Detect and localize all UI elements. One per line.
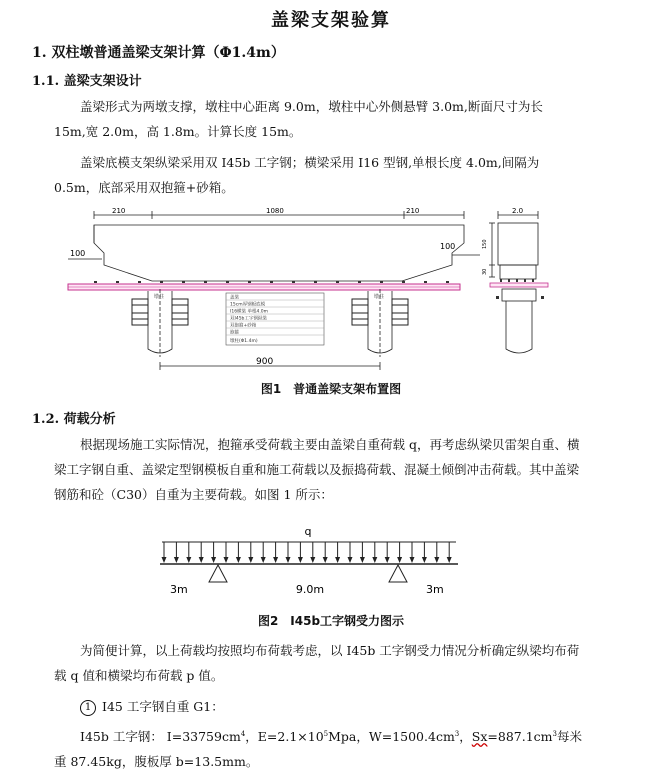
span-right-label: 3m xyxy=(426,583,444,596)
spellcheck-underlined-word: Sx xyxy=(471,729,488,745)
section-heading-1: 1. 双柱墩普通盖梁支架计算（Φ1.4m） xyxy=(32,45,285,61)
load-arrow-head xyxy=(286,557,291,563)
paragraph-design-1: 盖梁形式为两墩支撑，墩柱中心距离 9.0m，墩柱中心外侧悬臂 3.0m,断面尺寸为长 15m,宽 2.0m，高 1.8m。计算长度 15m。 xyxy=(54,99,543,139)
column-label-right: 墩柱 xyxy=(374,294,385,300)
load-arrow-head xyxy=(434,557,439,563)
support-right xyxy=(389,565,407,582)
legend-line: 15cm厚钢板底模 xyxy=(230,302,266,308)
dim-overhang-left: 100 xyxy=(70,249,86,258)
load-arrow-head xyxy=(186,557,191,563)
load-arrow-head xyxy=(335,557,340,563)
load-arrow-head xyxy=(410,557,415,563)
legend-line: 墩柱(Φ1.4m) xyxy=(230,339,258,344)
legend-line: 抱箍 xyxy=(230,330,239,336)
superscript: 4 xyxy=(240,730,246,738)
legend-line: I16横梁 单根4.0m xyxy=(230,309,269,315)
load-arrow-head xyxy=(310,557,315,563)
item-1-text: I45 工字钢自重 G1： xyxy=(102,699,224,714)
side-h2: 30 xyxy=(482,268,488,275)
dim-right: 210 xyxy=(406,207,420,215)
load-label: q xyxy=(304,525,312,538)
legend-line: 盖梁 xyxy=(230,295,239,301)
load-arrow-head xyxy=(224,557,229,563)
paragraph-design-2: 盖梁底模支架纵梁采用双 I45b 工字钢；横梁采用 I16 型钢,单根长度 4.0m,间隔为 0.5m，底部采用双抱箍+砂箱。 xyxy=(54,155,540,195)
load-arrow-head xyxy=(397,557,402,563)
load-arrow-head xyxy=(372,557,377,563)
text-run: Mpa，W=1500.4cm xyxy=(328,729,455,745)
section-heading-1-1: 1.1. 盖梁支架设计 xyxy=(32,74,142,89)
figure-1-legend xyxy=(226,293,324,345)
load-arrow-head xyxy=(298,557,303,563)
item-number-badge: 1 xyxy=(80,700,96,716)
load-arrow-head xyxy=(273,557,278,563)
paragraph-i45b-properties xyxy=(54,722,584,774)
legend-line: 双抱箍+砂箱 xyxy=(230,323,257,329)
figure-1-support-layout xyxy=(60,203,560,373)
text-run: ，E=2.1×10 xyxy=(245,729,324,745)
load-arrow-head xyxy=(162,557,167,563)
dim-mid: 1080 xyxy=(266,207,284,215)
figure-1-caption: 图1 普通盖梁支架布置图 xyxy=(260,382,402,396)
text-run: 每米重 87.45kg，腹板厚 b=13.5mm。 xyxy=(54,729,583,770)
support-left xyxy=(209,565,227,582)
distributed-load-arrows xyxy=(162,542,452,563)
load-arrow-head xyxy=(174,557,179,563)
load-arrow-head xyxy=(360,557,365,563)
page-title: 盖梁支架验算 xyxy=(271,10,391,31)
load-arrow-head xyxy=(211,557,216,563)
text-run: =887.1cm xyxy=(487,729,553,745)
side-width: 2.0 xyxy=(512,207,524,215)
text-run: ， xyxy=(459,729,472,745)
load-arrow-head xyxy=(422,557,427,563)
load-arrow-head xyxy=(261,557,266,563)
side-view xyxy=(489,211,548,353)
paragraph-load-analysis: 根据现场施工实际情况，抱箍承受荷载主要由盖梁自重荷载 q，再考虑纵梁贝雷架自重、横梁工字钢自重、盖梁定型钢模板自重和施工荷载以及振捣荷载、混凝土倾倒冲击荷载。其中盖梁钢筋和砼（C30）自重为主要荷载。如图 1 所示： xyxy=(54,437,580,502)
figure-2-caption: 图2 I45b工字钢受力图示 xyxy=(257,614,405,628)
section-heading-1-2: 1.2. 荷载分析 xyxy=(32,412,116,427)
load-arrow-head xyxy=(385,557,390,563)
superscript: 3 xyxy=(552,730,557,738)
superscript: 5 xyxy=(323,730,329,738)
load-arrow-head xyxy=(348,557,353,563)
dim-span: 900 xyxy=(256,357,274,367)
longitudinal-beam xyxy=(68,284,460,290)
paragraph-simplification: 为简便计算，以上荷载均按照均布荷载考虑，以 I45b 工字钢受力情况分析确定纵梁均布荷载 q 值和横梁均布荷载 p 值。 xyxy=(54,643,580,683)
item-1 xyxy=(54,694,574,719)
load-arrow-head xyxy=(447,557,452,563)
dim-left: 210 xyxy=(112,207,126,215)
load-arrow-head xyxy=(323,557,328,563)
side-h1: 150 xyxy=(482,239,488,249)
column-label-left: 墩柱 xyxy=(154,294,165,300)
dim-overhang-right: 100 xyxy=(440,242,456,251)
text-run: I45b 工字钢： I=33759cm xyxy=(80,729,241,745)
load-arrow-head xyxy=(236,557,241,563)
load-arrow-head xyxy=(199,557,204,563)
figure-2-load-diagram xyxy=(150,522,470,602)
span-mid-label: 9.0m xyxy=(295,583,325,596)
span-left-label: 3m xyxy=(170,583,188,596)
legend-line: 双I45b工字钢纵梁 xyxy=(230,316,267,322)
load-arrow-head xyxy=(248,557,253,563)
superscript: 3 xyxy=(454,730,460,738)
